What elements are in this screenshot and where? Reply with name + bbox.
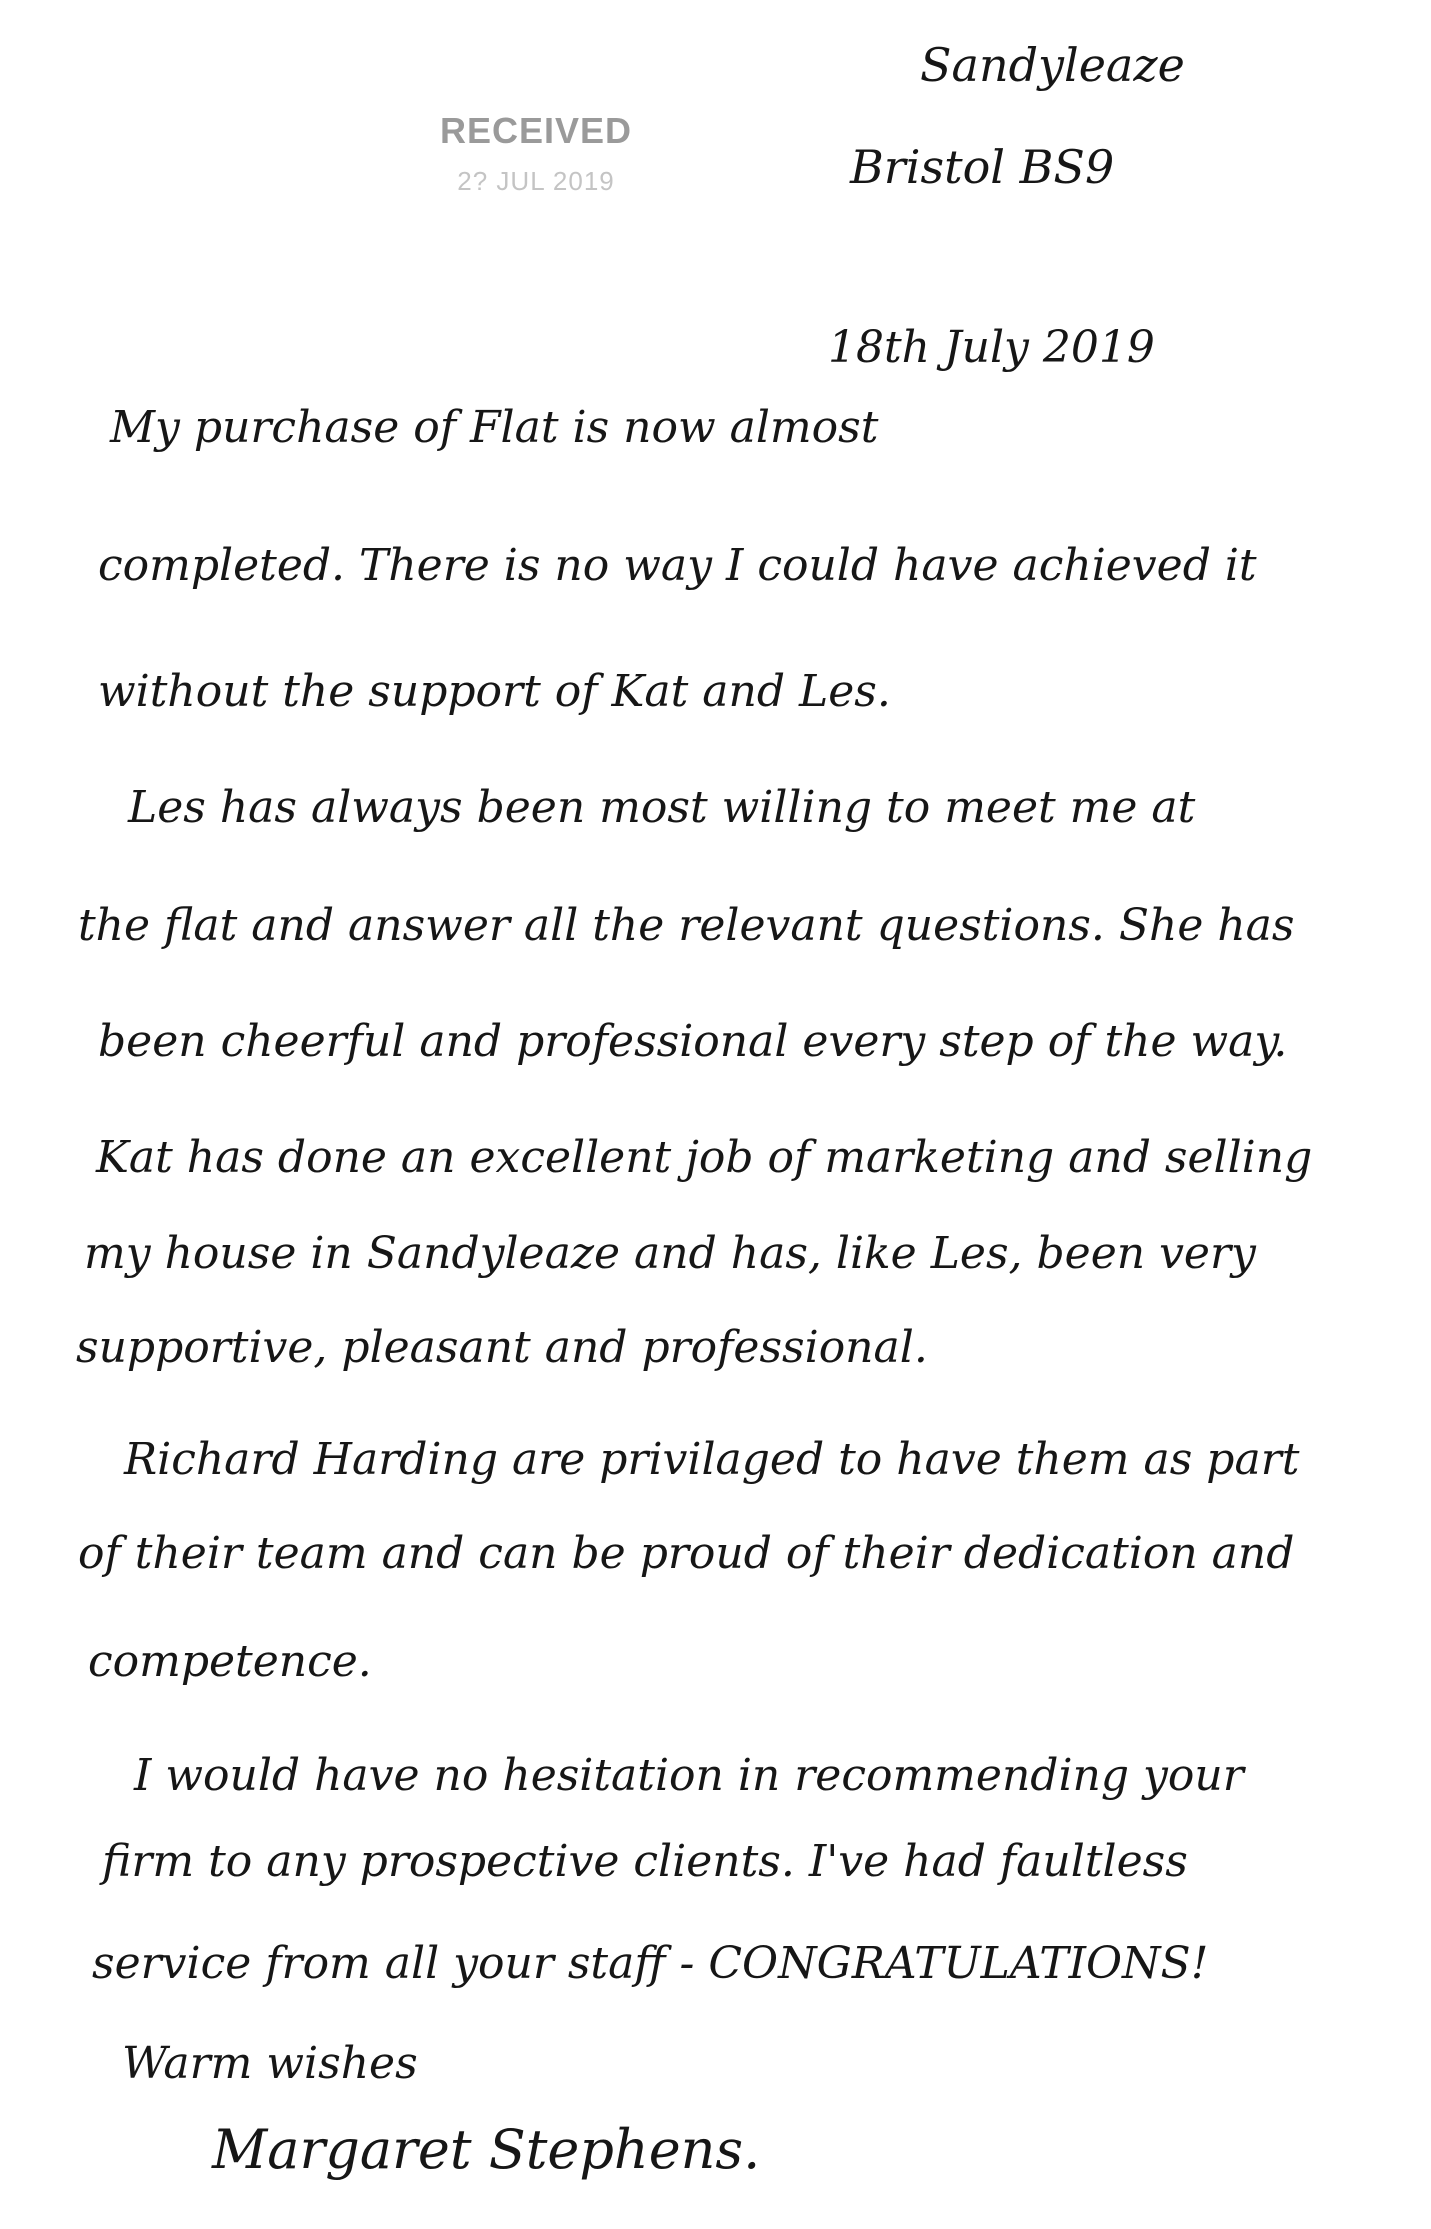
- body-line: I would have no hesitation in recommending your: [134, 1750, 1244, 1801]
- letter-date: 18th July 2019: [828, 322, 1155, 373]
- address-line-1: Sandyleaze: [920, 38, 1185, 92]
- body-line: firm to any prospective clients. I've had faultless: [102, 1836, 1188, 1887]
- body-line: My purchase of Flat is now almost: [110, 402, 879, 453]
- body-line: Les has always been most willing to meet me at: [128, 782, 1196, 833]
- body-line: Richard Harding are privilaged to have them as part: [124, 1434, 1300, 1485]
- body-line: competence.: [88, 1636, 372, 1687]
- body-line: the flat and answer all the relevant questions. She has: [78, 900, 1295, 951]
- body-line: my house in Sandyleaze and has, like Les, been very: [84, 1228, 1256, 1279]
- address-line-2: Bristol BS9: [850, 140, 1115, 194]
- body-line: without the support of Kat and Les.: [98, 666, 891, 717]
- body-line: supportive, pleasant and professional.: [76, 1322, 928, 1373]
- stamp-word: RECEIVED: [440, 110, 633, 151]
- received-stamp: [440, 110, 632, 197]
- body-line: completed. There is no way I could have achieved it: [98, 540, 1257, 591]
- signature: Margaret Stephens.: [212, 2118, 761, 2181]
- body-line: Kat has done an excellent job of marketing and selling: [96, 1132, 1313, 1183]
- stamp-date: 2? JUL 2019: [457, 166, 615, 196]
- body-line: been cheerful and professional every step of the way.: [98, 1016, 1288, 1067]
- body-line: of their team and can be proud of their dedication and: [78, 1528, 1295, 1579]
- body-line: service from all your staff - CONGRATULATIONS!: [92, 1938, 1209, 1989]
- closing: Warm wishes: [122, 2038, 418, 2089]
